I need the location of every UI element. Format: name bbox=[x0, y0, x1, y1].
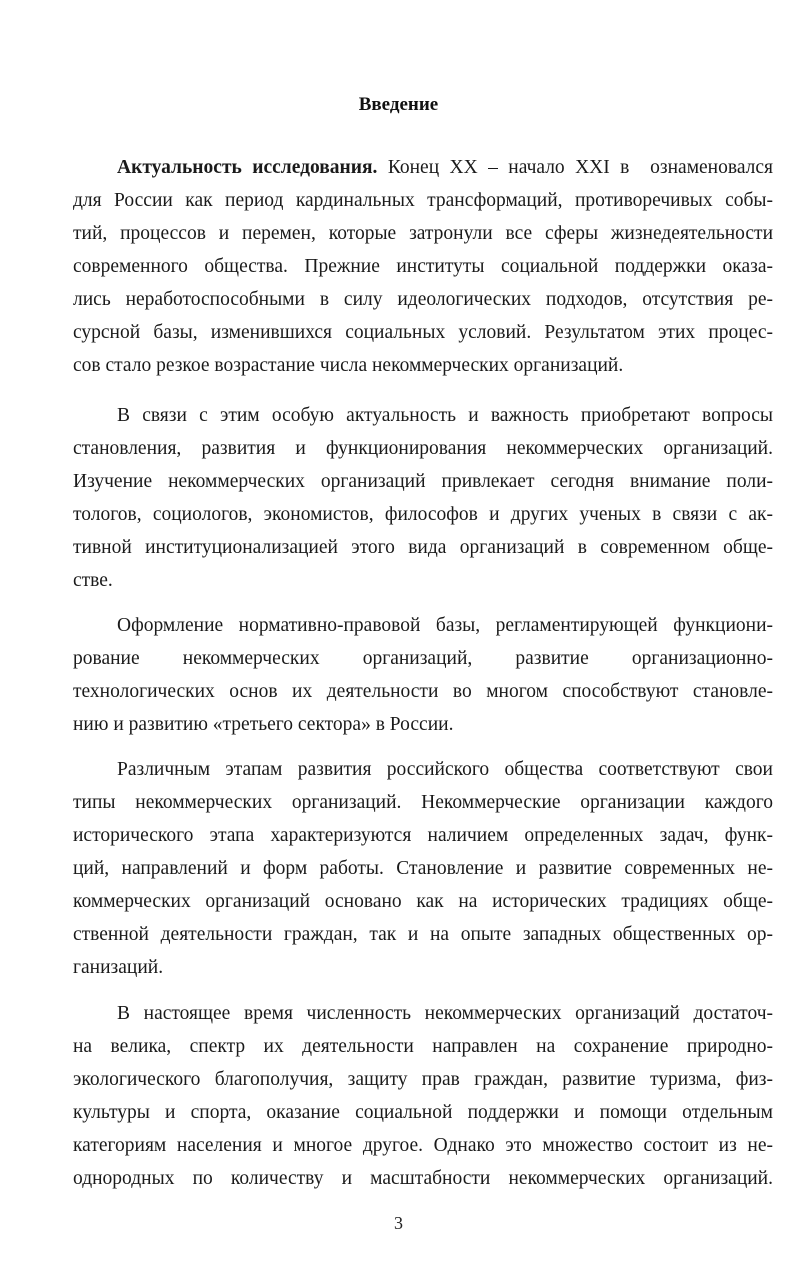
page-number: 3 bbox=[394, 1213, 403, 1233]
paragraph-1-line-4: современного общества. Прежние институты социальной поддержки оказа- bbox=[73, 256, 773, 277]
paragraph-4-line-3: исторического этапа характеризуются наличием определенных задач, функ- bbox=[73, 825, 773, 846]
paragraph-1-line-7: сов стало резкое возрастание числа некоммерческих организаций. bbox=[73, 355, 624, 376]
paragraph-2-line-4: тологов, социологов, экономистов, философов и других ученых в связи с ак- bbox=[73, 504, 773, 525]
paragraph-1-line-6: сурсной базы, изменившихся социальных условий. Результатом этих процес- bbox=[73, 322, 773, 343]
paragraph-4-line-2: типы некоммерческих организаций. Некоммерческие организации каждого bbox=[73, 792, 773, 813]
paragraph-3-line-2: рование некоммерческих организаций, развитие организационно- bbox=[73, 648, 773, 669]
paragraph-3-line-1: Оформление нормативно-правовой базы, регламентирующей функциони- bbox=[117, 615, 773, 636]
page-title: Введение bbox=[358, 94, 439, 115]
lead-bold-text: Актуальность исследования. bbox=[117, 157, 378, 178]
paragraph-4-line-5: коммерческих организаций основано как на исторических традициях обще- bbox=[73, 891, 773, 912]
paragraph-4-line-1: Различным этапам развития российского общества соответствуют свои bbox=[117, 759, 773, 780]
paragraph-1-line-2: для России как период кардинальных трансформаций, противоречивых собы- bbox=[73, 190, 773, 211]
paragraph-5-line-4: культуры и спорта, оказание социальной поддержки и помощи отдельным bbox=[73, 1102, 773, 1123]
paragraph-3-line-3: технологических основ их деятельности во многом способствуют становле- bbox=[73, 681, 773, 702]
paragraph-4-line-6: ственной деятельности граждан, так и на опыте западных общественных ор- bbox=[73, 924, 773, 945]
paragraph-2-line-3: Изучение некоммерческих организаций привлекает сегодня внимание поли- bbox=[73, 471, 773, 492]
paragraph-4-line-7: ганизаций. bbox=[73, 957, 164, 978]
paragraph-5-line-1: В настоящее время численность некоммерческих организаций достаточ- bbox=[117, 1003, 773, 1024]
text-run: Конец XX – начало XXI в ознаменовался bbox=[377, 157, 774, 178]
paragraph-1-line-5: лись неработоспособными в силу идеологических подходов, отсутствия ре- bbox=[73, 289, 773, 310]
paragraph-3-line-4: нию и развитию «третьего сектора» в России. bbox=[73, 714, 454, 735]
paragraph-4-line-4: ций, направлений и форм работы. Становление и развитие современных не- bbox=[73, 858, 773, 879]
paragraph-5-line-5: категориям населения и многое другое. Однако это множество состоит из не- bbox=[73, 1135, 773, 1156]
paragraph-5-line-6: однородных по количеству и масштабности некоммерческих организаций. bbox=[73, 1168, 773, 1189]
paragraph-2-line-5: тивной институционализацией этого вида организаций в современном обще- bbox=[73, 537, 773, 558]
paragraph-2-line-2: становления, развития и функционирования некоммерческих организаций. bbox=[73, 438, 773, 459]
paragraph-5-line-3: экологического благополучия, защиту прав граждан, развитие туризма, физ- bbox=[73, 1069, 773, 1090]
paragraph-1-line-1 bbox=[117, 154, 773, 182]
paragraph-1-line-3: тий, процессов и перемен, которые затронули все сферы жизнедеятельности bbox=[73, 223, 773, 244]
paragraph-2-line-1: В связи с этим особую актуальность и важность приобретают вопросы bbox=[117, 405, 773, 426]
paragraph-2-line-6: стве. bbox=[73, 570, 113, 591]
paragraph-5-line-2: на велика, спектр их деятельности направлен на сохранение природно- bbox=[73, 1036, 773, 1057]
